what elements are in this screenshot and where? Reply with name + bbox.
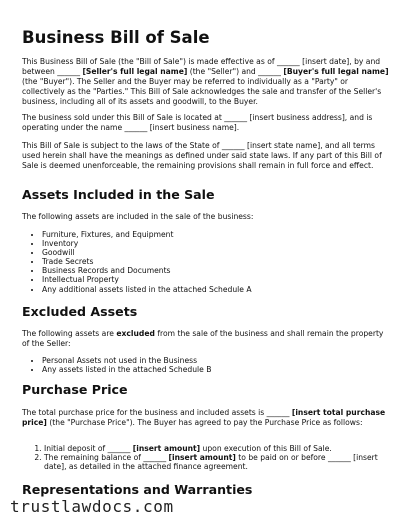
purchase-price-paragraph	[22, 408, 390, 428]
purchase-text: (the "Purchase Price"). The Buyer has agreed to pay the Purchase Price as follows:	[46, 418, 363, 428]
excluded-text: The following assets are	[22, 329, 117, 338]
list-item: • Any assets listed in the attached Schedule B	[42, 365, 388, 374]
intro-paragraph-3: This Bill of Sale is subject to the laws of the State of ______ [insert state name], and all terms used herein shall have the meanings as defined under said state laws. If any part of this Bill of Sale is deemed unenforceable, the remaining provisions shall remain in full force and effect.	[22, 141, 382, 171]
purchase-price-heading: Purchase Price	[22, 382, 128, 397]
total-price-placeholder: [insert total purchase price]	[22, 408, 386, 428]
list-item: • Goodwill	[42, 248, 388, 257]
excluded-assets-heading: Excluded Assets	[22, 304, 138, 319]
payment-term-item	[44, 453, 390, 471]
payment-text: upon execution of this Bill of Sale.	[200, 444, 332, 453]
payment-text: Initial deposit of ______	[44, 444, 133, 453]
excluded-text: from the sale of the business and shall remain the property of the Seller:	[22, 329, 384, 349]
buyer-name-placeholder: [Buyer's full legal name]	[283, 67, 389, 77]
list-item: • Intellectual Property	[42, 275, 388, 284]
list-item: • Furniture, Fixtures, and Equipment	[42, 230, 388, 239]
list-item: • Inventory	[42, 239, 388, 248]
payment-text: The remaining balance of ______	[44, 453, 169, 463]
assets-included-intro: The following assets are included in the sale of the business:	[22, 212, 254, 221]
amount-placeholder: [insert amount]	[168, 453, 236, 463]
intro-paragraph-2: The business sold under this Bill of Sale is located at ______ [insert business address], and is operating under the name ______ [insert business name].	[22, 113, 373, 133]
payment-text: to be paid on or before ______ [insert date], as detailed in the attached finance agreement.	[44, 453, 378, 472]
intro-text: (the "Buyer"). The Seller and the Buyer may be referred to individually as a "Party" or collectively as the "Parties." This Bill of Sale acknowledges the sale and transfer of the Seller's business, including all of its assets and goodwill, to the Buyer.	[22, 77, 382, 107]
excluded-assets-intro	[22, 329, 390, 349]
excluded-emphasis: excluded	[116, 329, 155, 338]
list-item: • Business Records and Documents	[42, 266, 388, 275]
assets-included-heading: Assets Included in the Sale	[22, 187, 215, 202]
intro-paragraph-1	[22, 57, 390, 107]
watermark-footer: trustlawdocs.com	[10, 497, 174, 516]
list-item: • Personal Assets not used in the Business	[42, 356, 388, 365]
assets-included-list	[42, 230, 388, 294]
list-item: • Trade Secrets	[42, 257, 388, 266]
payment-terms-list	[44, 444, 390, 471]
list-item: • Any additional assets listed in the attached Schedule A	[42, 285, 388, 294]
intro-text: This Business Bill of Sale (the "Bill of Sale") is made effective as of ______ [insert date], by and between ______	[22, 57, 381, 77]
amount-placeholder: [insert amount]	[132, 444, 201, 453]
intro-text: (the "Seller") and ______	[187, 67, 284, 77]
purchase-text: The total purchase price for the business and included assets is ______	[22, 408, 292, 417]
seller-name-placeholder: [Seller's full legal name]	[82, 67, 188, 77]
document-title: Business Bill of Sale	[22, 28, 210, 47]
payment-term-item	[44, 444, 390, 453]
representations-heading: Representations and Warranties	[22, 482, 253, 497]
excluded-assets-list	[42, 356, 388, 374]
